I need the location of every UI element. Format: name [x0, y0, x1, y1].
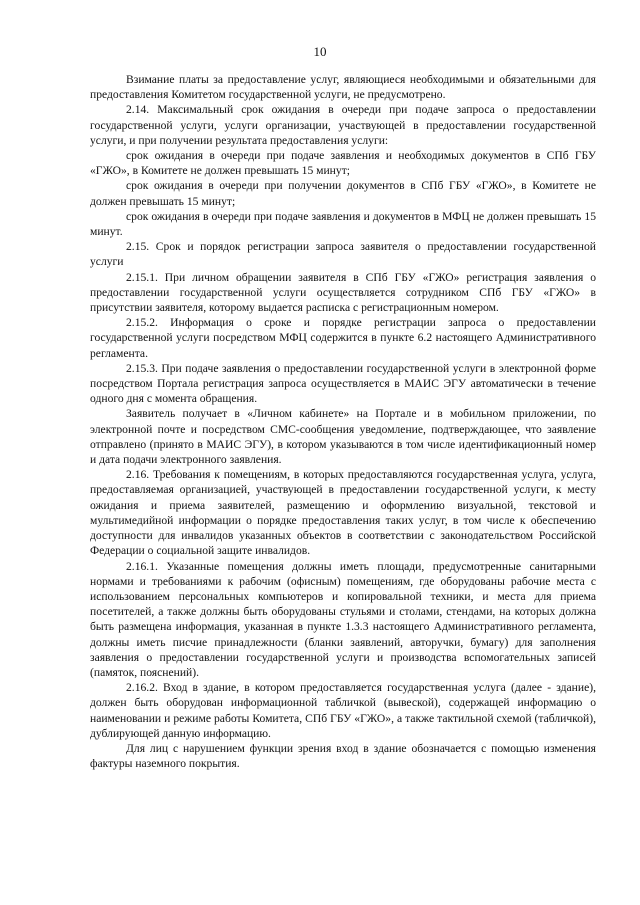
paragraph-2-15-2: 2.15.2. Информация о сроке и порядке регистрации запроса о предоставлении государственной услуги посредством МФЦ содержится в пункте 6.2 настоящего Административного регламента.: [90, 316, 596, 360]
paragraph-2-16: 2.16. Требования к помещениям, в которых предоставляются государственная услуга, услуга, предоставляемая организацией, участвующей в предоставлении государственной услуги, к месту ожидания и приема заявителей, размещению и оформлению визуальной, текстовой и мультимедийной информации о порядке предоставления таких услуг, в том числе к обеспечению доступности для инвалидов указанных объектов в соответствии с законодательством Российской Федерации о социальной защите инвалидов.: [90, 468, 596, 558]
paragraph-notification: Заявитель получает в «Личном кабинете» на Портале и в мобильном приложении, по электронной почте и посредством СМС-сообщения уведомление, подтверждающее, что заявление отправлено (принято в МАИС ЭГУ), в котором указываются в том числе идентификационный номер и дата подачи электронного заявления.: [90, 407, 596, 467]
paragraph-2-15-3: 2.15.3. При подаче заявления о предоставлении государственной услуги в электронной форме посредством Портала регистрация запроса осуществляется в МАИС ЭГУ автоматически в течение одного дня с момента обращения.: [90, 361, 596, 406]
paragraph-2-14: 2.14. Максимальный срок ожидания в очереди при подаче запроса о предоставлении государственной услуги, услуги организации, участвующей в предоставлении государственной услуги, и при получении результата предоставления услуги:: [90, 103, 596, 147]
paragraph-2-16-2: 2.16.2. Вход в здание, в котором предоставляется государственная услуга (далее - здание), должен быть оборудован информационной табличкой (вывеской), содержащей информацию о наименовании и режиме работы Комитета, СПб ГБУ «ГЖО», а также тактильной схемой (табличкой), дублирующей данную информацию.: [90, 681, 596, 740]
paragraph-2-16-1: 2.16.1. Указанные помещения должны иметь площади, предусмотренные санитарными нормами и требованиями к рабочим (офисным) помещениям, где оборудованы рабочие места с использованием персональных компьютеров и копировальной техники, и места для приема посетителей, а также должны быть оборудованы стульями и столами, стендами, на которых должна быть размещена информация, указанная в пункте 1.3.3 настоящего Административного регламента, должны иметь писчие принадлежности (бланки заявлений, авторучки, бумагу) для заполнения заявления о предоставлении государственной услуги и производства вспомогательных записей (памяток, пояснений).: [90, 559, 596, 679]
paragraph-wait-mfc: срок ожидания в очереди при подаче заявления и документов в МФЦ не должен превышать 15 минут.: [90, 209, 596, 239]
page-number: 10: [313, 44, 327, 59]
paragraph-vision-impaired: Для лиц с нарушением функции зрения вход в здание обозначается с помощью изменения фактуры наземного покрытия.: [90, 741, 596, 771]
paragraph-wait-submit: срок ожидания в очереди при подаче заявления и необходимых документов в СПб ГБУ «ГЖО», в Комитете не должен превышать 15 минут;: [90, 149, 596, 178]
paragraph-fee: Взимание платы за предоставление услуг, являющиеся необходимыми и обязательными для предоставления Комитетом государственной услуги, не предусмотрено.: [90, 73, 596, 102]
paragraph-2-15-1: 2.15.1. При личном обращении заявителя в СПб ГБУ «ГЖО» регистрация заявления о предоставлении государственной услуги осуществляется сотрудником СПб ГБУ «ГЖО» в присутствии заявителя, которому выдается расписка с регистрационным номером.: [90, 270, 596, 315]
paragraph-2-15: 2.15. Срок и порядок регистрации запроса заявителя о предоставлении государственной услуги: [90, 240, 596, 269]
document-body: [90, 72, 596, 771]
paragraph-wait-receive: срок ожидания в очереди при получении документов в СПб ГБУ «ГЖО», в Комитете не должен превышать 15 минут;: [90, 179, 596, 208]
